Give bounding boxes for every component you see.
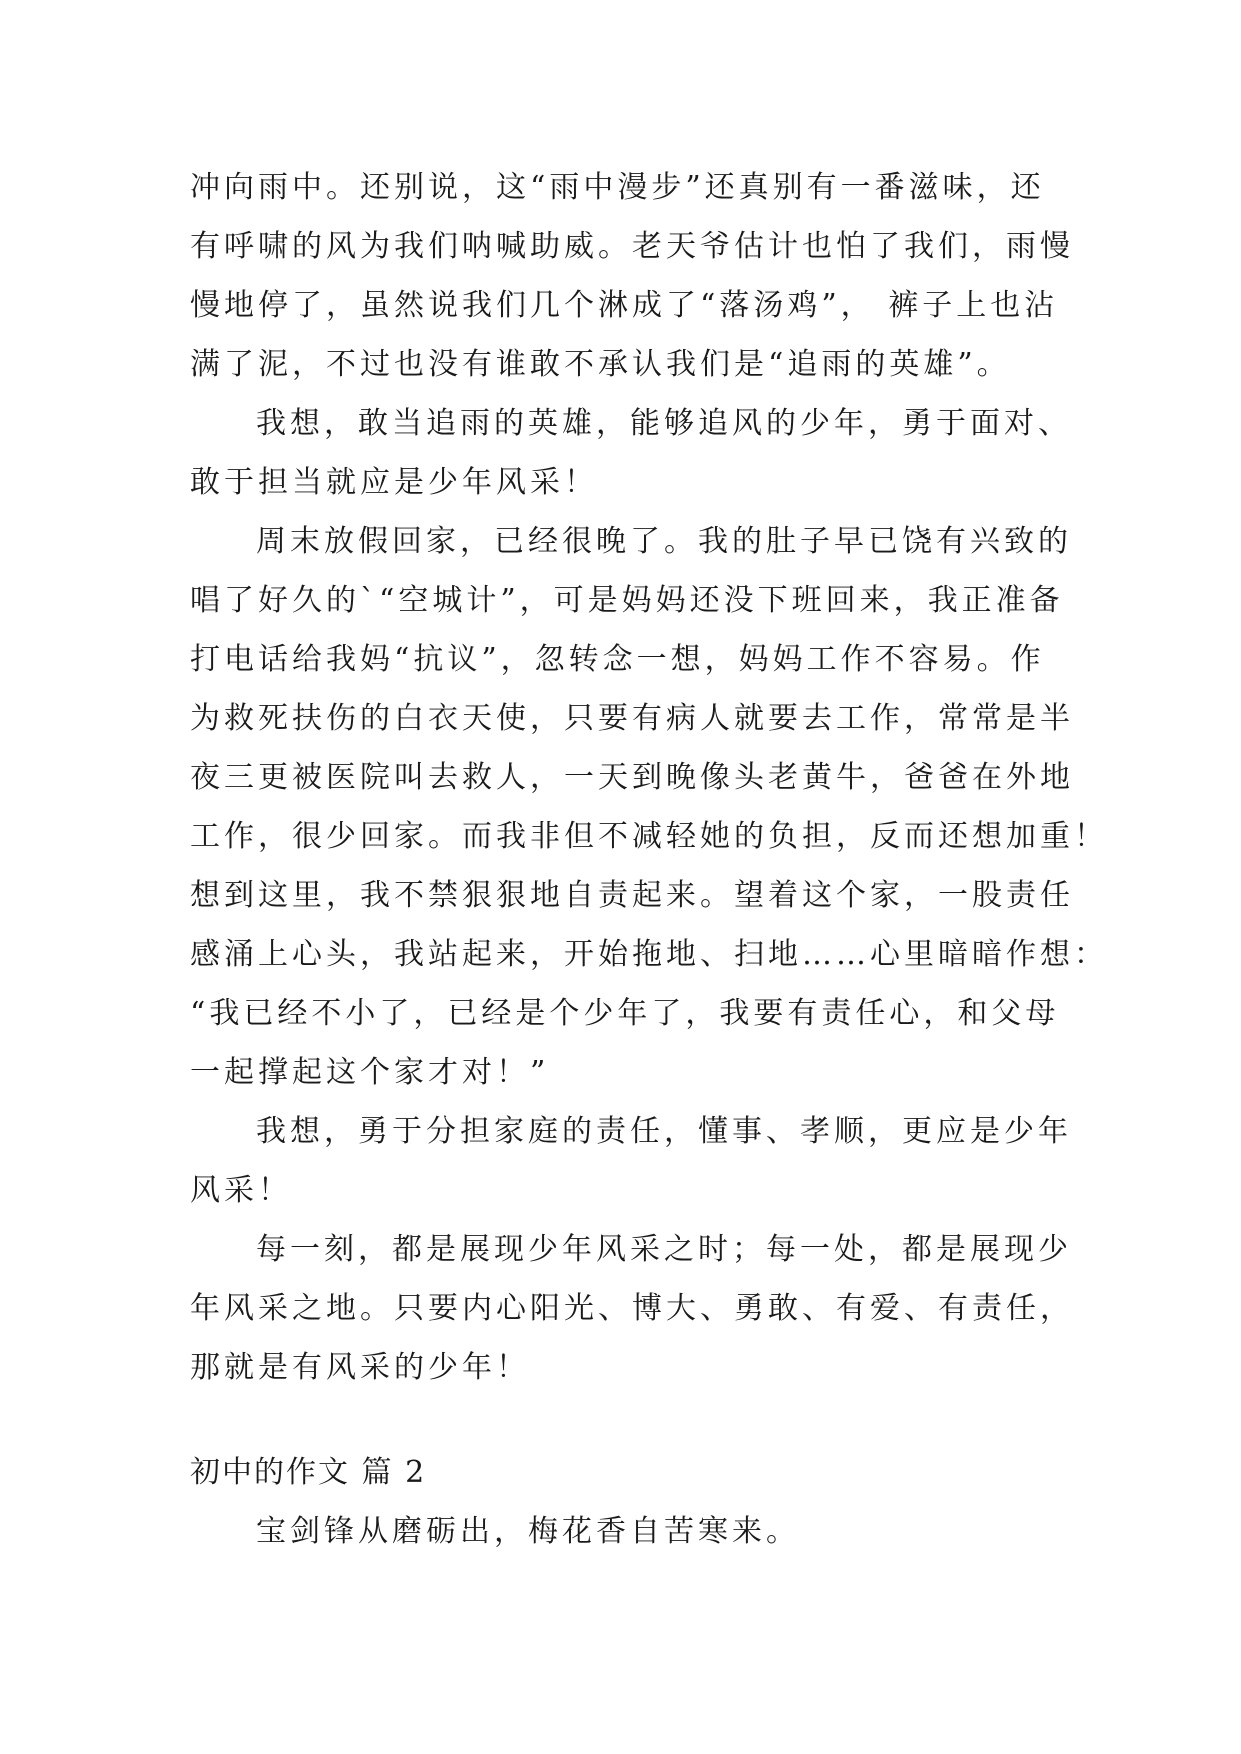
paragraph-line: 冲向雨中。还别说，这“雨中漫步”还真别有一番滋味，还 — [190, 170, 1045, 205]
paragraph-line: 年风采之地。只要内心阳光、博大、勇敢、有爱、有责任， — [190, 1291, 1074, 1326]
paragraph-line: 夜三更被医院叫去救人，一天到晚像头老黄牛，爸爸在外地 — [190, 760, 1074, 795]
paragraph-line: 有呼啸的风为我们呐喊助威。老天爷估计也怕了我们，雨慢 — [190, 229, 1074, 264]
paragraph-line: 满了泥，不过也没有谁敢不承认我们是“追雨的英雄”。 — [190, 347, 1011, 382]
paragraph-line: 打电话给我妈“抗议”，忽转念一想，妈妈工作不容易。作 — [190, 642, 1045, 677]
paragraph-line: 我想，敢当追雨的英雄，能够追风的少年，勇于面对、 — [256, 406, 1072, 441]
paragraph-line: 工作，很少回家。而我非但不减轻她的负担，反而还想加重！ — [190, 819, 1108, 854]
paragraph-line: 我想，勇于分担家庭的责任，懂事、孝顺，更应是少年 — [256, 1114, 1072, 1149]
paragraph-line: 周末放假回家，已经很晚了。我的肚子早已饶有兴致的 — [256, 524, 1072, 559]
paragraph-line: 感涌上心头，我站起来，开始拖地、扫地……心里暗暗作想： — [190, 937, 1108, 972]
paragraph-line: 一起撑起这个家才对！” — [190, 1055, 550, 1090]
paragraph-line: 想到这里，我不禁狠狠地自责起来。望着这个家，一股责任 — [190, 878, 1074, 913]
paragraph-line: 每一刻，都是展现少年风采之时；每一处，都是展现少 — [256, 1232, 1072, 1267]
paragraph-line: 为救死扶伤的白衣天使，只要有病人就要去工作，常常是半 — [190, 701, 1074, 736]
paragraph-line: 那就是有风采的少年！ — [190, 1350, 530, 1385]
section-heading: 初中的作文 篇 2 — [190, 1455, 427, 1490]
paragraph-line: 宝剑锋从磨砺出，梅花香自苦寒来。 — [256, 1514, 800, 1549]
paragraph-line: 慢地停了，虽然说我们几个淋成了“落汤鸡”， 裤子上也沾 — [190, 288, 1059, 323]
paragraph-line: 风采！ — [190, 1173, 292, 1208]
paragraph-line: “我已经不小了，已经是个少年了，我要有责任心，和父母 — [190, 996, 1060, 1031]
paragraph-line: 唱了好久的`“空城计”，可是妈妈还没下班回来，我正准备 — [190, 583, 1064, 618]
paragraph-line: 敢于担当就应是少年风采！ — [190, 465, 598, 500]
